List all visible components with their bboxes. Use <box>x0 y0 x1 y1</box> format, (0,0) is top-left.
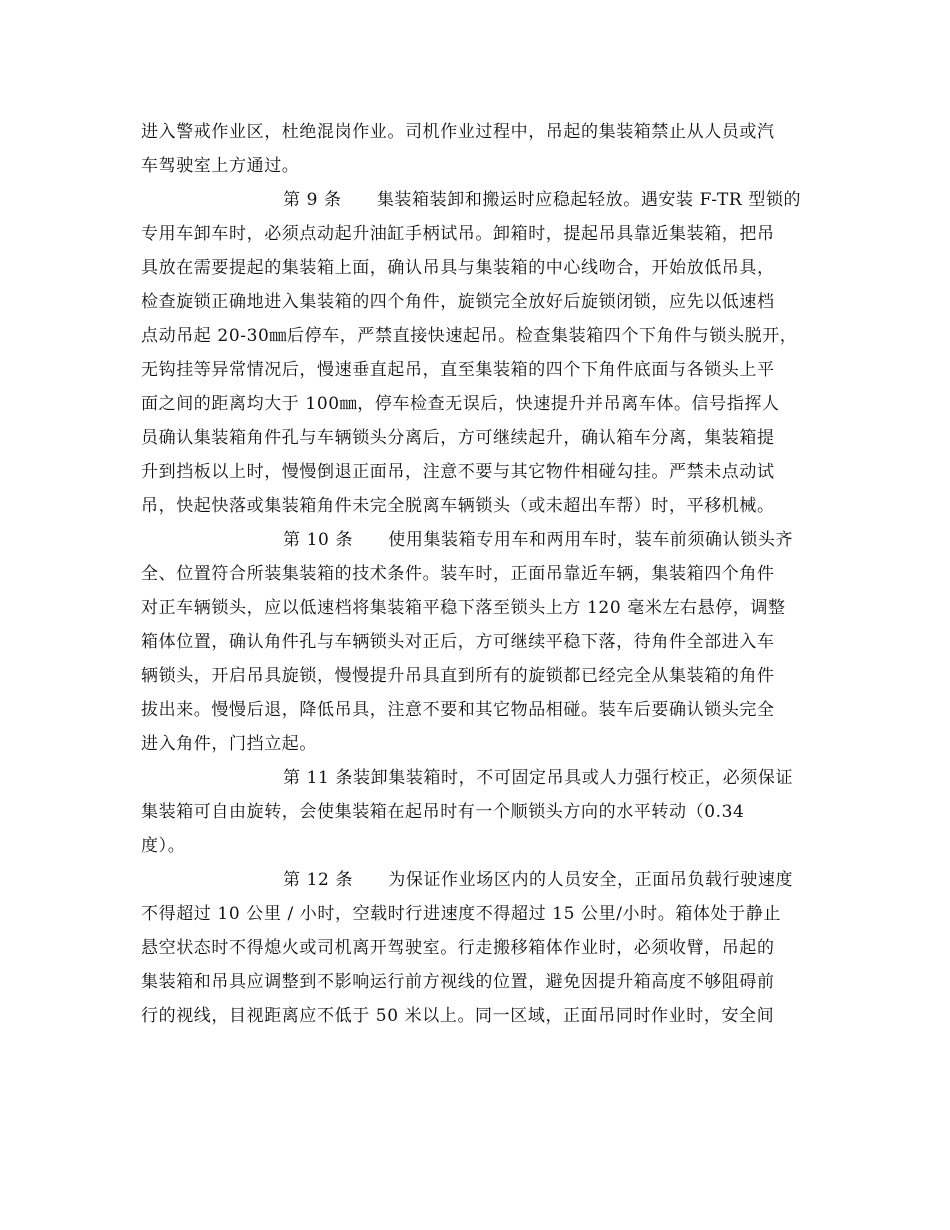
text-line: 具放在需要提起的集装箱上面，确认吊具与集装箱的中心线吻合，开始放低吊具， <box>141 258 775 278</box>
text-line: 全、位置符合所装集装箱的技术条件。装车时，正面吊靠近车辆，集装箱四个角件 <box>141 564 775 584</box>
text-line: 吊，快起快落或集装箱角件未完全脱离车辆锁头（或未超出车帮）时，平移机械。 <box>141 496 775 516</box>
text-line: 员确认集装箱角件孔与车辆锁头分离后，方可继续起升，确认箱车分离，集装箱提 <box>141 428 775 448</box>
article-10-heading-line: 第 10 条 使用集装箱专用车和两用车时，装车前须确认锁头齐 <box>283 530 794 550</box>
text-line: 进入角件，门挡立起。 <box>141 734 317 754</box>
text-line: 对正车辆锁头，应以低速档将集装箱平稳下落至锁头上方 120 毫米左右悬停，调整 <box>141 598 786 618</box>
text-line: 无钩挂等异常情况后，慢速垂直起吊，直至集装箱的四个下角件底面与各锁头上平 <box>141 360 775 380</box>
text-line: 进入警戒作业区，杜绝混岗作业。司机作业过程中，吊起的集装箱禁止从人员或汽 <box>141 122 775 142</box>
text-line: 升到挡板以上时，慢慢倒退正面吊，注意不要与其它物件相碰勾挂。严禁未点动试 <box>141 462 775 482</box>
text-line: 点动吊起 20-30㎜后停车，严禁直接快速起吊。检查集装箱四个下角件与锁头脱开， <box>141 326 798 346</box>
text-line: 行的视线，目视距离应不低于 50 米以上。同一区域，正面吊同时作业时，安全间 <box>141 1006 775 1026</box>
article-9-heading-line: 第 9 条 集装箱装卸和搬运时应稳起轻放。遇安装 F-TR 型锁的 <box>283 190 802 210</box>
text-line: 集装箱可自由旋转，会使集装箱在起吊时有一个顺锁头方向的水平转动（0.34 <box>141 802 745 822</box>
article-12-heading-line: 第 12 条 为保证作业场区内的人员安全，正面吊负载行驶速度 <box>283 870 794 890</box>
text-line: 辆锁头，开启吊具旋锁，慢慢提升吊具直到所有的旋锁都已经完全从集装箱的角件 <box>141 666 775 686</box>
text-line: 箱体位置，确认角件孔与车辆锁头对正后，方可继续平稳下落，待角件全部进入车 <box>141 632 775 652</box>
article-11-heading-line: 第 11 条装卸集装箱时，不可固定吊具或人力强行校正，必须保证 <box>283 768 794 788</box>
text-line: 专用车卸车时，必须点动起升油缸手柄试吊。卸箱时，提起吊具靠近集装箱，把吊 <box>141 224 775 244</box>
text-line: 面之间的距离均大于 100㎜，停车检查无误后，快速提升并吊离车体。信号指挥人 <box>141 394 780 414</box>
text-line: 车驾驶室上方通过。 <box>141 156 300 176</box>
text-line: 不得超过 10 公里 / 小时，空载时行进速度不得超过 15 公里/小时。箱体处于静止 <box>141 904 781 924</box>
text-line: 度）。 <box>141 836 186 856</box>
text-line: 悬空状态时不得熄火或司机离开驾驶室。行走搬移箱体作业时，必须收臂，吊起的 <box>141 938 775 958</box>
text-line: 集装箱和吊具应调整到不影响运行前方视线的位置，避免因提升箱高度不够阻碍前 <box>141 972 775 992</box>
text-line: 拔出来。慢慢后退，降低吊具，注意不要和其它物品相碰。装车后要确认锁头完全 <box>141 700 775 720</box>
text-line: 检查旋锁正确地进入集装箱的四个角件，旋锁完全放好后旋锁闭锁，应先以低速档 <box>141 292 775 312</box>
